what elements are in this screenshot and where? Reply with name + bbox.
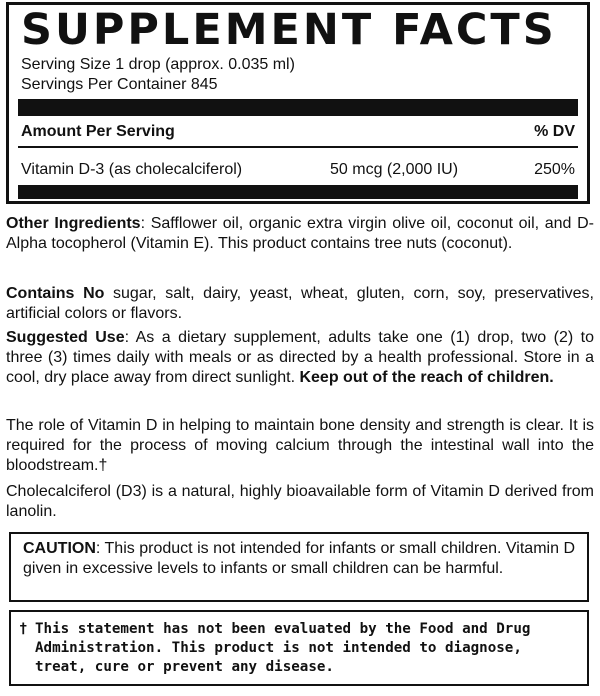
caution-box <box>9 532 589 602</box>
caution-label: CAUTION <box>23 540 96 557</box>
other-ingredients-text: : Safflower oil, organic extra virgin olive oil, coconut oil, and D-Alpha tocopherol (Vitamin E). This product contains tree nuts (coconut). <box>6 215 594 252</box>
thin-divider <box>18 146 578 148</box>
vitamin-d-role: The role of Vitamin D in helping to maintain bone density and strength is clear. It is required for the process of moving calcium through the intestinal wall into the bloodstream.† <box>6 417 594 474</box>
serving-size: Serving Size 1 drop (approx. 0.035 ml) <box>21 56 295 73</box>
children-warning: Keep out of the reach of children. <box>299 369 554 386</box>
amount-per-serving-header: Amount Per Serving <box>21 123 175 140</box>
bottom-divider <box>18 185 578 199</box>
nutrient-name: Vitamin D-3 (as cholecalciferol) <box>21 161 243 178</box>
suggested-use-text: : As a dietary supplement, adults take one (1) drop, two (2) to three (3) times daily with meals or as directed by a health professional. Store in a cool, dry place away from direct sunlight. <box>6 329 594 386</box>
disclaimer-box <box>9 610 589 686</box>
disclaimer-text: This statement has not been evaluated by the Food and Drug Administration. This product is not intended to diagnose, treat, cure or prevent any disease. <box>35 621 531 675</box>
contains-no <box>6 284 594 324</box>
contains-no-label: Contains No <box>6 285 105 302</box>
suggested-use-label: Suggested Use <box>6 329 125 346</box>
other-ingredients-label: Other Ingredients <box>6 215 141 232</box>
nutrient-dv: 250% <box>534 161 575 178</box>
thick-divider <box>18 99 578 116</box>
supplement-facts-panel <box>6 2 590 204</box>
caution-text-block <box>23 539 575 579</box>
cholecalciferol-note: Cholecalciferol (D3) is a natural, highly bioavailable form of Vitamin D derived from lanolin. <box>6 483 594 520</box>
contains-no-text: sugar, salt, dairy, yeast, wheat, gluten, corn, soy, preservatives, artificial colors or flavors. <box>6 285 594 322</box>
suggested-use <box>6 328 594 388</box>
other-ingredients <box>6 214 594 254</box>
nutrient-amount: 50 mcg (2,000 IU) <box>330 161 459 178</box>
facts-title: SUPPLEMENT FACTS <box>21 5 557 55</box>
servings-per-container: Servings Per Container 845 <box>21 76 218 93</box>
dv-header: % DV <box>534 123 575 140</box>
caution-text: : This product is not intended for infants or small children. Vitamin D given in excessive levels to infants or small children can be harmful. <box>23 540 575 577</box>
dagger-symbol: † <box>19 621 28 637</box>
